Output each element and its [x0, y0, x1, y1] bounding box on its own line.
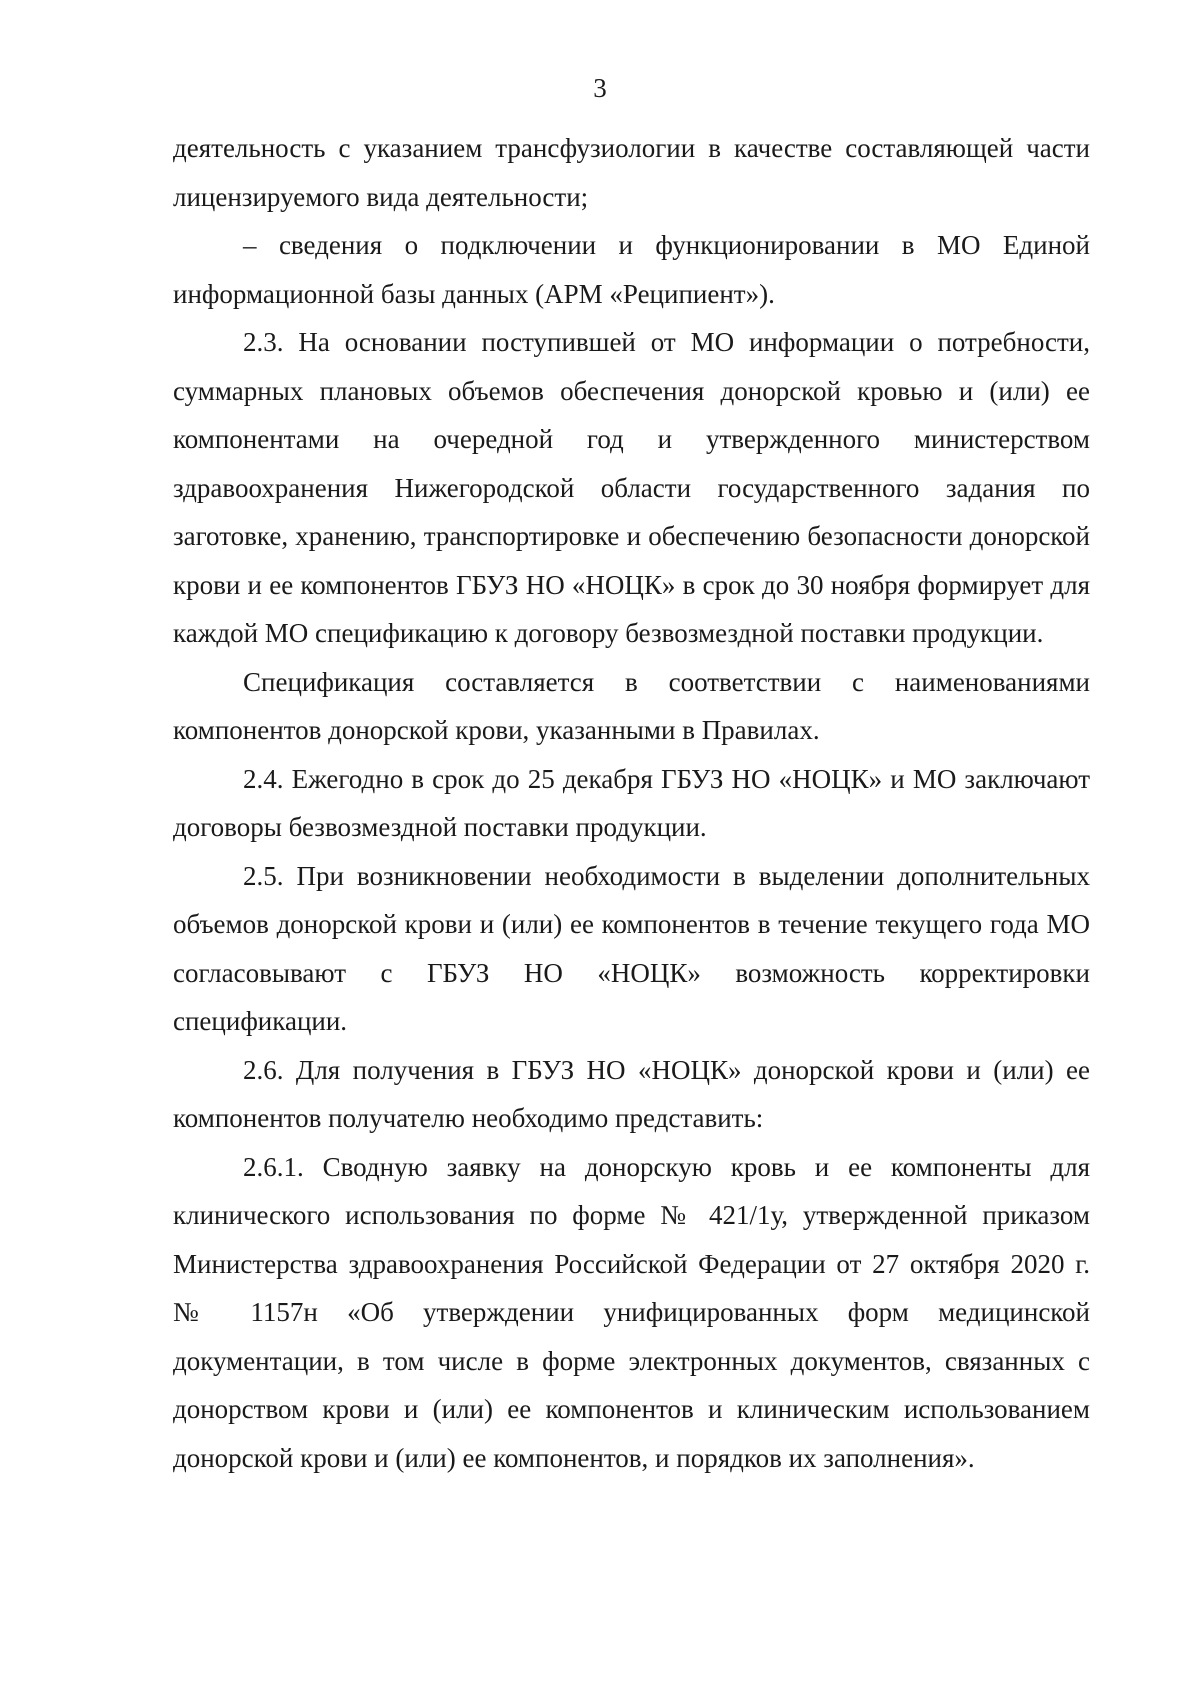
- paragraph-2-6: 2.6. Для получения в ГБУЗ НО «НОЦК» донорской крови и (или) ее компонентов получателю необходимо представить:: [173, 1054, 1090, 1133]
- paragraph-2-3: 2.3. На основании поступившей от МО информации о потребности, суммарных плановых объемов обеспечения донорской кровью и (или) ее компонентами на очередной год и утвержденного министерством здравоохранения Нижегородской области государственного задания по заготовке, хранению, транспортировке и обеспечению безопасности донорской крови и ее компонентов ГБУЗ НО «НОЦК» в срок до 30 ноября формирует для каждой МО спецификацию к договору безвозмездной поставки продукции.: [173, 327, 1090, 648]
- paragraph-license-continuation: деятельность с указанием трансфузиологии в качестве составляющей части лицензируемого вида деятельности;: [173, 133, 1090, 212]
- paragraph-database-info: – сведения о подключении и функционировании в МО Единой информационной базы данных (АРМ «Реципиент»).: [173, 230, 1090, 309]
- paragraph-2-6-1: 2.6.1. Сводную заявку на донорскую кровь и ее компоненты для клинического использования по форме № 421/1у, утвержденной приказом Министерства здравоохранения Российской Федерации от 27 октября 2020 г. № 1157н «Об утверждении унифицированных форм медицинской документации, в том числе в форме электронных документов, связанных с донорством крови и (или) ее компонентов и клиническим использованием донорской крови и (или) ее компонентов, и порядков их заполнения».: [173, 1151, 1090, 1473]
- body-text: [173, 124, 1090, 1482]
- paragraph-specification: Спецификация составляется в соответствии с наименованиями компонентов донорской крови, указанными в Правилах.: [173, 666, 1090, 745]
- paragraph-2-5: 2.5. При возникновении необходимости в выделении дополнительных объемов донорской крови и (или) ее компонентов в течение текущего года МО согласовывают с ГБУЗ НО «НОЦК» возможность корректировки спецификации.: [173, 860, 1090, 1036]
- paragraph-2-4: 2.4. Ежегодно в срок до 25 декабря ГБУЗ НО «НОЦК» и МО заключают договоры безвозмездной поставки продукции.: [173, 763, 1090, 842]
- page-number: 3: [593, 73, 607, 103]
